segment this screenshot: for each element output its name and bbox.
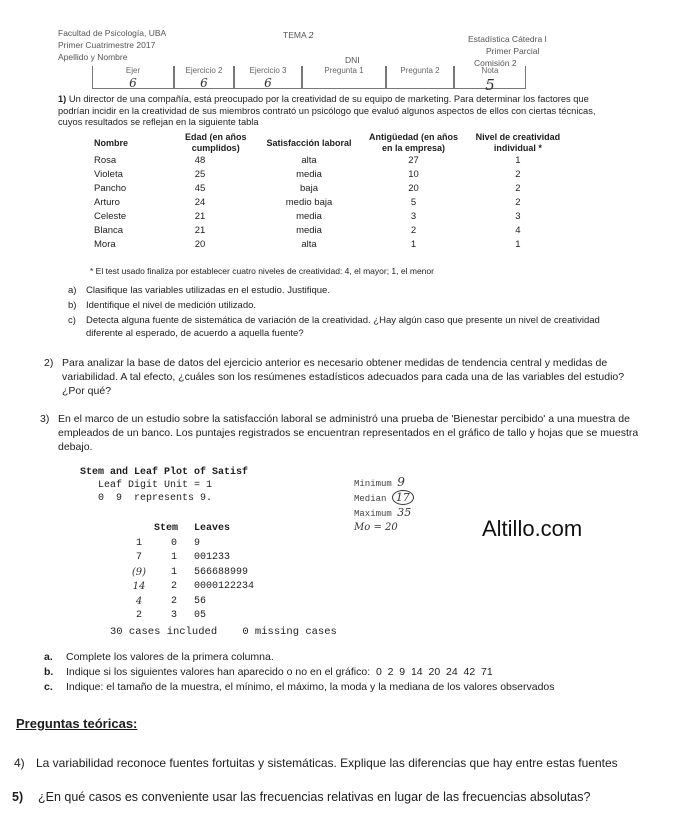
plot-stats (354, 476, 414, 534)
table-row: Celeste 21 media 3 3 (94, 211, 521, 222)
col-header: Satisfacción laboral (266, 137, 352, 148)
q2-text: Para analizar la base de datos del ejercicio anterior es necesario obtener medidas de tendencia central y medidas de variabilidad. A tal efecto, ¿cuáles son los resúmenes estadísticos adecuados para cada una de las variables del estudio? ¿Por qué? (62, 357, 625, 397)
tema-value: 2 (308, 31, 314, 41)
grade-box: Ejer 6 (92, 66, 174, 89)
table-row: Blanca 21 media 2 4 (94, 225, 521, 236)
comision-value: 2 (511, 58, 517, 68)
name-label: Apellido y Nombre (58, 52, 128, 62)
col-header: Nivel de creatividad individual * (475, 132, 561, 153)
q4 (14, 756, 698, 770)
q5-text: ¿En qué casos es conveniente usar las frecuencias relativas en lugar de las frecuencias absolutas? (38, 790, 591, 804)
q3-item-b: b. Indique si los siguientes valores han aparecido o no en el gráfico: 0 2 9 14 20 24 42 71 (44, 666, 493, 678)
stem-header: Stem (154, 523, 179, 534)
table-row: Mora 20 alta 1 1 (94, 239, 521, 250)
leaf-unit: Leaf Digit Unit = 1 (98, 480, 213, 491)
col-header: Antigüedad (en años en la empresa) (369, 132, 459, 153)
q1-item-a: a) Clasifique las variables utilizadas en el estudio. Justifique. (68, 285, 330, 296)
q4-text: La variabilidad reconoce fuentes fortuitas y sistemáticas. Explique las diferencias que hay entre estas fuentes (36, 756, 618, 770)
stat-row: Maximum 35 (354, 506, 412, 519)
q1-number: 1) (58, 94, 67, 104)
stem-leaf-row: 7 1 001233 (135, 552, 231, 563)
theory-title: Preguntas teóricas: (16, 716, 138, 731)
term: Primer Cuatrimestre 2017 (58, 40, 156, 50)
q1-body: Un director de una compañía, está preocupado por la creatividad de su equipo de marketing. Para determinar los factores que podrían incidir en la creatividad de sus miembros contrató un psicólogo que evaluó algunos aspectos de ellos con ciertas técnicas, cuyos resultados se reflejan en la siguiente tabla (58, 94, 596, 127)
q3-item-c: c. Indique: el tamaño de la muestra, el mínimo, el máximo, la moda y la mediana de los valores observados (44, 681, 555, 693)
q3 (40, 412, 650, 454)
q4-number: 4) (14, 756, 25, 770)
q3-items (44, 650, 664, 695)
grade-box: Pregunta 2 (386, 66, 454, 89)
table-row: Rosa 48 alta 27 1 (94, 155, 521, 166)
tema (283, 30, 314, 41)
exam: Primer Parcial (486, 46, 540, 56)
leaf-example: 0 9 represents 9. (98, 493, 213, 504)
table-header-row (90, 132, 570, 154)
stat-row: Median 17 (354, 491, 414, 506)
q1-table (90, 132, 570, 252)
table-row: Pancho 45 baja 20 2 (94, 183, 521, 194)
dni-label: DNI (345, 55, 360, 65)
table-row: Violeta 25 media 10 2 (94, 169, 521, 180)
q2-number: 2) (44, 357, 54, 369)
q3-text: En el marco de un estudio sobre la satisfacción laboral se administró una prueba de 'Bienestar percibido' a una muestra de empleados de un banco. Los puntajes registrados se encuentran representados en el gráfico de tallo y hojas que se muestra debajo. (58, 413, 639, 453)
faculty: Facultad de Psicología, UBA (58, 28, 167, 38)
q1-text (58, 94, 614, 129)
stem-leaf-row: 2 3 05 (135, 610, 207, 621)
grade-boxes (92, 66, 526, 94)
q1-items (68, 284, 638, 340)
stem-leaf-header (124, 522, 254, 537)
grade-box-final: Nota 5 (454, 66, 526, 89)
grade-box: Ejercicio 2 6 (174, 66, 234, 89)
course: Estadística Cátedra I (468, 34, 547, 44)
stat-row: Minimum 9 (354, 475, 405, 489)
stem-leaf-table (124, 522, 254, 624)
leaves-header: Leaves (194, 523, 231, 534)
q1-item-b: b) Identifique el nivel de medición utilizado. (68, 300, 257, 311)
stem-leaf-row: 4 2 56 (135, 595, 207, 607)
tema-label: TEMA (283, 30, 307, 40)
comision-label: Comisión (474, 58, 510, 68)
mode-note: Mo = 20 (354, 522, 398, 533)
table-row: Arturo 24 medio baja 5 2 (94, 197, 521, 208)
stem-leaf-row: (9) 1 566688999 (131, 566, 249, 578)
q3-number: 3) (40, 413, 50, 425)
q5-number: 5) (12, 790, 24, 804)
q2 (44, 356, 644, 398)
q1-footnote: * El test usado finaliza por establecer cuatro niveles de creatividad: 4, el mayor; 1, el menor (90, 266, 434, 276)
q5 (12, 790, 692, 804)
plot-title: Stem and Leaf Plot of Satisf (80, 467, 249, 478)
col-header: Edad (en años cumplidos) (184, 132, 247, 153)
stem-leaf-plot (80, 466, 248, 505)
stem-leaf-row: 1 0 9 (135, 537, 201, 549)
q3-item-a: a. Complete los valores de la primera columna. (44, 651, 274, 663)
grade-box: Pregunta 1 (302, 66, 386, 89)
col-header: Nombre (94, 137, 129, 148)
plot-footer: 30 cases included 0 missing cases (110, 626, 337, 638)
grade-box: Ejercicio 3 6 (234, 66, 302, 89)
watermark: Altillo.com (482, 516, 583, 541)
q1-item-c: c) Detecta alguna fuente de sistemática de variación de la creatividad. ¿Hay algún caso que presente un nivel de creatividad diferente al esperado, de acuerdo a aquella fuente? (68, 315, 600, 339)
stem-leaf-row: 14 2 0000122234 (132, 581, 255, 592)
